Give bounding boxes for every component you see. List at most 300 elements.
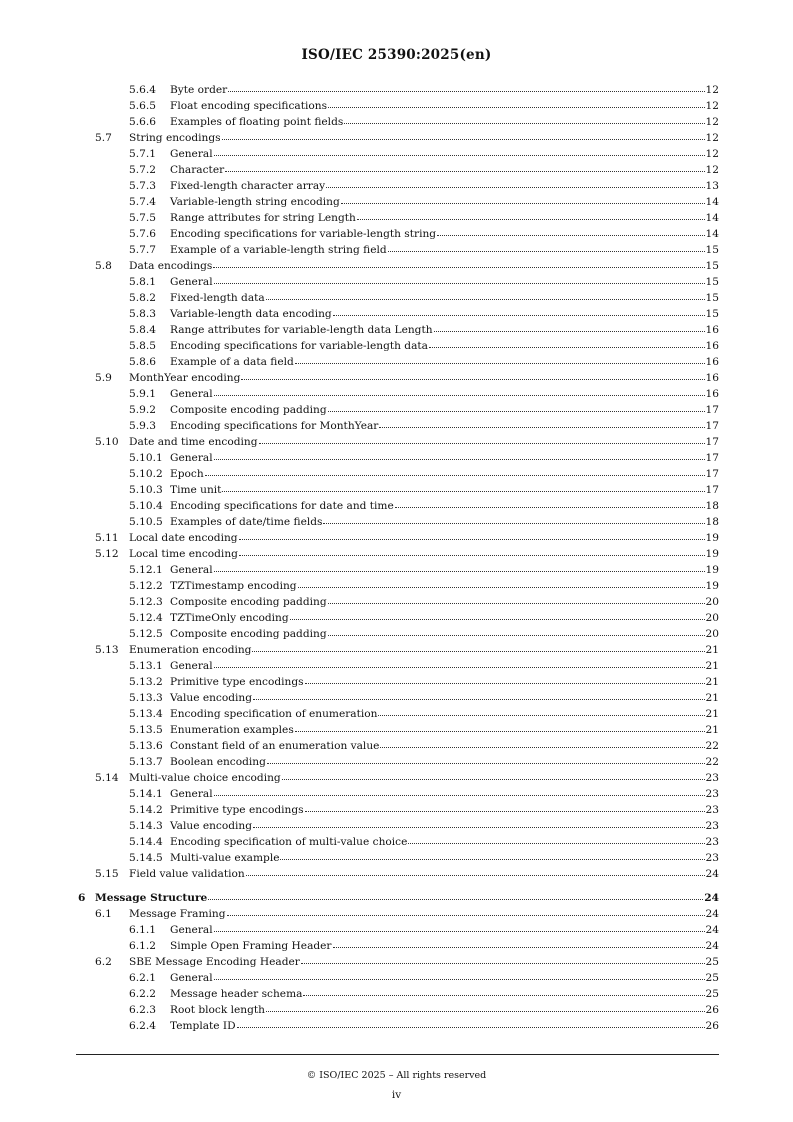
toc-entry-page: 16 xyxy=(705,372,719,384)
toc-entry[interactable] xyxy=(78,290,719,306)
toc-entry-number: 5.13.5 xyxy=(129,724,163,736)
toc-entry[interactable] xyxy=(78,530,719,546)
toc-entry-title: Value encoding xyxy=(170,820,253,832)
dot-leader xyxy=(303,992,704,996)
toc-entry-page: 15 xyxy=(705,292,719,304)
toc-entry[interactable] xyxy=(78,386,719,402)
toc-entry-page: 17 xyxy=(705,468,719,480)
toc-entry-title: Field value validation xyxy=(129,868,245,880)
dot-leader xyxy=(301,960,705,964)
toc-entry-number: 5.6.5 xyxy=(129,100,156,112)
toc-entry[interactable] xyxy=(78,754,719,770)
toc-entry-number: 5.14.5 xyxy=(129,852,163,864)
toc-entry-number: 6.2.2 xyxy=(129,988,156,1000)
toc-entry[interactable] xyxy=(78,338,719,354)
toc-entry-title: Composite encoding padding xyxy=(170,596,327,608)
dot-leader xyxy=(214,976,705,980)
dot-leader xyxy=(328,600,705,604)
toc-entry-number: 5.10.4 xyxy=(129,500,163,512)
toc-entry-page: 26 xyxy=(705,1020,719,1032)
toc-entry[interactable] xyxy=(78,722,719,738)
toc-entry-title: Date and time encoding xyxy=(129,436,258,448)
toc-entry-title: Examples of date/time fields xyxy=(170,516,323,528)
toc-entry-title: Variable-length string encoding xyxy=(170,196,340,208)
dot-leader xyxy=(323,520,704,524)
toc-entry-page: 25 xyxy=(705,956,719,968)
toc-entry[interactable] xyxy=(78,242,719,258)
toc-entry-title: Enumeration examples xyxy=(170,724,294,736)
toc-entry-number: 5.10 xyxy=(95,436,119,448)
toc-entry[interactable] xyxy=(78,738,719,754)
dot-leader xyxy=(246,872,705,876)
toc-entry-title: Value encoding xyxy=(170,692,253,704)
toc-entry[interactable] xyxy=(78,498,719,514)
toc-entry-page: 21 xyxy=(705,660,719,672)
toc-entry-title: MonthYear encoding xyxy=(129,372,241,384)
toc-entry-number: 5.13.7 xyxy=(129,756,163,768)
toc-entry-page: 16 xyxy=(705,388,719,400)
copyright-footer: © ISO/IEC 2025 – All rights reserved xyxy=(306,1070,487,1081)
toc-entry[interactable] xyxy=(78,834,719,850)
toc-entry-page: 13 xyxy=(705,180,719,192)
toc-entry[interactable] xyxy=(78,434,719,450)
toc-entry[interactable] xyxy=(78,938,719,954)
toc-entry-title: Byte order xyxy=(170,84,228,96)
toc-entry-number: 5.12.4 xyxy=(129,612,163,624)
dot-leader xyxy=(295,728,705,732)
dot-leader xyxy=(328,408,705,412)
toc-entry[interactable] xyxy=(78,578,719,594)
document-header: ISO/IEC 25390:2025(en) xyxy=(301,47,492,63)
toc-entry-title: Character xyxy=(170,164,225,176)
toc-entry-page: 21 xyxy=(705,708,719,720)
toc-entry-title: Primitive type encodings xyxy=(170,804,304,816)
toc-entry[interactable] xyxy=(78,306,719,322)
toc-entry[interactable] xyxy=(78,594,719,610)
toc-entry-page: 24 xyxy=(705,868,719,880)
toc-entry-title: Primitive type encodings xyxy=(170,676,304,688)
toc-entry-title: Data encodings xyxy=(129,260,213,272)
toc-entry-title: Local time encoding xyxy=(129,548,238,560)
dot-leader xyxy=(437,232,704,236)
toc-entry-number: 5.13.1 xyxy=(129,660,163,672)
toc-entry-number: 5.13.3 xyxy=(129,692,163,704)
dot-leader xyxy=(266,1008,705,1012)
toc-entry-page: 19 xyxy=(705,580,719,592)
toc-entry[interactable] xyxy=(78,210,719,226)
toc-entry[interactable] xyxy=(78,786,719,802)
toc-entry-page: 12 xyxy=(705,100,719,112)
dot-leader xyxy=(344,120,704,124)
toc-entry-number: 5.10.5 xyxy=(129,516,163,528)
toc-entry-title: General xyxy=(170,564,213,576)
toc-entry-page: 20 xyxy=(705,596,719,608)
toc-entry-title: General xyxy=(170,788,213,800)
toc-entry-number: 5.7.5 xyxy=(129,212,156,224)
toc-entry-number: 5.9.1 xyxy=(129,388,156,400)
dot-leader xyxy=(237,1024,705,1028)
toc-entry-number: 5.7.3 xyxy=(129,180,156,192)
toc-entry-page: 19 xyxy=(705,548,719,560)
toc-entry-page: 16 xyxy=(705,356,719,368)
dot-leader xyxy=(305,808,705,812)
toc-entry-title: Composite encoding padding xyxy=(170,404,327,416)
toc-entry-title: General xyxy=(170,660,213,672)
toc-entry-number: 5.9.3 xyxy=(129,420,156,432)
dot-leader xyxy=(205,472,705,476)
toc-entry-page: 21 xyxy=(705,724,719,736)
toc-entry-title: Multi-value choice encoding xyxy=(129,772,281,784)
dot-leader xyxy=(214,792,705,796)
toc-entry-number: 6.2.1 xyxy=(129,972,156,984)
dot-leader xyxy=(241,376,704,380)
dot-leader xyxy=(214,280,705,284)
dot-leader xyxy=(214,568,705,572)
toc-entry[interactable] xyxy=(78,954,719,970)
toc-entry-page: 16 xyxy=(705,340,719,352)
toc-entry-page: 18 xyxy=(705,500,719,512)
toc-entry[interactable] xyxy=(78,194,719,210)
toc-entry-title: Example of a data field xyxy=(170,356,294,368)
toc-entry-title: Simple Open Framing Header xyxy=(170,940,332,952)
toc-entry-page: 23 xyxy=(705,804,719,816)
toc-entry-number: 5.9 xyxy=(95,372,112,384)
dot-leader xyxy=(225,168,704,172)
toc-entry-page: 12 xyxy=(705,132,719,144)
toc-entry-page: 12 xyxy=(705,84,719,96)
toc-entry-number: 5.13.4 xyxy=(129,708,163,720)
toc-entry-number: 5.11 xyxy=(95,532,119,544)
toc-entry-page: 14 xyxy=(705,196,719,208)
dot-leader xyxy=(227,912,705,916)
toc-entry-title: Range attributes for variable-length data Length xyxy=(170,324,433,336)
dot-leader xyxy=(222,488,704,492)
toc-entry-title: Encoding specifications for date and time xyxy=(170,500,394,512)
toc-entry[interactable] xyxy=(78,514,719,530)
toc-entry-number: 5.7.4 xyxy=(129,196,156,208)
toc-entry-title: String encodings xyxy=(129,132,221,144)
toc-entry-title: Message header schema xyxy=(170,988,303,1000)
toc-entry-number: 5.14 xyxy=(95,772,119,784)
toc-entry-title: Encoding specification of multi-value choice xyxy=(170,836,408,848)
dot-leader xyxy=(380,744,704,748)
toc-entry-page: 25 xyxy=(705,988,719,1000)
toc-entry-number: 6.1 xyxy=(95,908,112,920)
toc-entry-number: 5.8.5 xyxy=(129,340,156,352)
toc-entry[interactable] xyxy=(78,546,719,562)
dot-leader xyxy=(213,264,704,268)
toc-entry-title: General xyxy=(170,452,213,464)
toc-entry-number: 5.6.4 xyxy=(129,84,156,96)
toc-entry-title: Variable-length data encoding xyxy=(170,308,332,320)
toc-entry-number: 5.8.2 xyxy=(129,292,156,304)
toc-entry-page: 23 xyxy=(705,788,719,800)
toc-entry-number: 5.10.2 xyxy=(129,468,163,480)
toc-entry-number: 5.12.3 xyxy=(129,596,163,608)
toc-entry-page: 23 xyxy=(705,836,719,848)
toc-entry[interactable] xyxy=(78,658,719,674)
dot-leader xyxy=(333,312,705,316)
toc-entry-number: 5.14.4 xyxy=(129,836,163,848)
toc-entry-page: 16 xyxy=(705,324,719,336)
toc-entry[interactable] xyxy=(78,146,719,162)
dot-leader xyxy=(305,680,705,684)
page-number: iv xyxy=(391,1089,402,1101)
toc-entry[interactable] xyxy=(78,482,719,498)
dot-leader xyxy=(326,184,704,188)
toc-entry[interactable] xyxy=(78,706,719,722)
dot-leader xyxy=(341,200,705,204)
dot-leader xyxy=(280,856,704,860)
toc-entry-number: 5.7.6 xyxy=(129,228,156,240)
toc-entry-title: TZTimeOnly encoding xyxy=(170,612,289,624)
toc-entry-number: 6 xyxy=(78,892,86,904)
toc-entry-page: 24 xyxy=(704,892,719,904)
toc-entry[interactable] xyxy=(78,402,719,418)
toc-entry-number: 5.7.2 xyxy=(129,164,156,176)
toc-entry[interactable] xyxy=(78,450,719,466)
toc-entry-title: Fixed-length character array xyxy=(170,180,326,192)
toc-entry-number: 5.6.6 xyxy=(129,116,156,128)
toc-entry[interactable] xyxy=(78,818,719,834)
toc-entry[interactable] xyxy=(78,626,719,642)
toc-entry-page: 15 xyxy=(705,308,719,320)
toc-entry[interactable] xyxy=(78,322,719,338)
toc-entry-page: 22 xyxy=(705,740,719,752)
toc-entry-number: 5.7.7 xyxy=(129,244,156,256)
toc-entry[interactable] xyxy=(78,466,719,482)
dot-leader xyxy=(379,424,704,428)
toc-entry[interactable] xyxy=(78,258,719,274)
toc-entry-title: Constant field of an enumeration value xyxy=(170,740,380,752)
dot-leader xyxy=(388,248,705,252)
dot-leader xyxy=(328,104,705,108)
toc-entry-title: General xyxy=(170,148,213,160)
toc-entry-title: General xyxy=(170,276,213,288)
toc-entry-page: 12 xyxy=(705,116,719,128)
toc-entry[interactable] xyxy=(78,802,719,818)
toc-entry-title: Encoding specification of enumeration xyxy=(170,708,378,720)
dot-leader xyxy=(408,840,704,844)
toc-entry-page: 12 xyxy=(705,164,719,176)
toc-entry[interactable] xyxy=(78,690,719,706)
toc-entry-page: 22 xyxy=(705,756,719,768)
toc-entry-page: 17 xyxy=(705,404,719,416)
toc-entry[interactable] xyxy=(78,642,719,658)
dot-leader xyxy=(228,88,704,92)
toc-entry-title: Message Framing xyxy=(129,908,226,920)
toc-entry-title: TZTimestamp encoding xyxy=(170,580,297,592)
toc-entry[interactable] xyxy=(78,1002,719,1018)
dot-leader xyxy=(434,328,705,332)
toc-entry[interactable] xyxy=(78,906,719,922)
toc-entry-title: Examples of floating point fields xyxy=(170,116,344,128)
toc-entry-page: 14 xyxy=(705,228,719,240)
toc-entry-number: 5.13.6 xyxy=(129,740,163,752)
toc-entry-page: 17 xyxy=(705,420,719,432)
toc-entry-title: General xyxy=(170,972,213,984)
toc-entry[interactable] xyxy=(78,274,719,290)
toc-entry[interactable] xyxy=(78,562,719,578)
toc-entry-number: 5.9.2 xyxy=(129,404,156,416)
dot-leader xyxy=(222,136,705,140)
toc-entry-title: Enumeration encoding xyxy=(129,644,252,656)
toc-entry-page: 19 xyxy=(705,532,719,544)
toc-entry[interactable] xyxy=(78,354,719,370)
dot-leader xyxy=(214,392,705,396)
dot-leader xyxy=(214,152,705,156)
toc-entry[interactable] xyxy=(78,130,719,146)
toc-entry-title: Float encoding specifications xyxy=(170,100,328,112)
toc-entry-title: Composite encoding padding xyxy=(170,628,327,640)
dot-leader xyxy=(290,616,705,620)
toc-entry[interactable] xyxy=(78,986,719,1002)
dot-leader xyxy=(208,896,703,900)
toc-entry-number: 6.1.2 xyxy=(129,940,156,952)
toc-entry-number: 5.12 xyxy=(95,548,119,560)
dot-leader xyxy=(295,360,705,364)
toc-entry-title: Encoding specifications for MonthYear xyxy=(170,420,379,432)
toc-entry-number: 6.1.1 xyxy=(129,924,156,936)
dot-leader xyxy=(253,696,704,700)
toc-entry[interactable] xyxy=(78,866,719,882)
toc-entry-title: Encoding specifications for variable-length string xyxy=(170,228,437,240)
toc-entry-page: 21 xyxy=(705,692,719,704)
toc-entry-title: Root block length xyxy=(170,1004,265,1016)
toc-entry-number: 5.10.3 xyxy=(129,484,163,496)
toc-entry-page: 12 xyxy=(705,148,719,160)
toc-entry[interactable] xyxy=(78,178,719,194)
toc-entry-page: 25 xyxy=(705,972,719,984)
toc-entry-number: 5.7 xyxy=(95,132,112,144)
dot-leader xyxy=(259,440,705,444)
dot-leader xyxy=(357,216,705,220)
toc-entry[interactable] xyxy=(78,890,719,906)
toc-entry-number: 5.14.2 xyxy=(129,804,163,816)
toc-entry[interactable] xyxy=(78,674,719,690)
toc-entry-page: 23 xyxy=(705,820,719,832)
toc-entry[interactable] xyxy=(78,114,719,130)
toc-entry-page: 21 xyxy=(705,676,719,688)
dot-leader xyxy=(328,632,705,636)
toc-entry[interactable] xyxy=(78,82,719,98)
toc-entry-page: 23 xyxy=(705,852,719,864)
dot-leader xyxy=(298,584,705,588)
toc-entry-page: 18 xyxy=(705,516,719,528)
toc-entry-page: 17 xyxy=(705,436,719,448)
toc-entry-number: 6.2.4 xyxy=(129,1020,156,1032)
toc-entry-title: General xyxy=(170,388,213,400)
toc-entry-page: 20 xyxy=(705,612,719,624)
toc-entry-number: 5.13.2 xyxy=(129,676,163,688)
toc-entry[interactable] xyxy=(78,162,719,178)
toc-entry[interactable] xyxy=(78,98,719,114)
toc-entry-number: 5.10.1 xyxy=(129,452,163,464)
toc-entry-number: 5.14.3 xyxy=(129,820,163,832)
dot-leader xyxy=(252,648,704,652)
toc-entry-number: 5.8.3 xyxy=(129,308,156,320)
toc-entry[interactable] xyxy=(78,370,719,386)
toc-entry-number: 5.12.2 xyxy=(129,580,163,592)
dot-leader xyxy=(429,344,705,348)
toc-entry-title: Encoding specifications for variable-length data xyxy=(170,340,428,352)
toc-entry[interactable] xyxy=(78,922,719,938)
toc-entry-page: 15 xyxy=(705,276,719,288)
dot-leader xyxy=(239,552,705,556)
toc-entry-number: 5.12.5 xyxy=(129,628,163,640)
toc-entry-title: Template ID xyxy=(170,1020,236,1032)
toc-entry-page: 14 xyxy=(705,212,719,224)
toc-entry-page: 17 xyxy=(705,484,719,496)
toc-entry-page: 21 xyxy=(705,644,719,656)
toc-entry-page: 19 xyxy=(705,564,719,576)
toc-entry-page: 24 xyxy=(705,924,719,936)
toc-entry-title: Fixed-length data xyxy=(170,292,265,304)
toc-entry-number: 5.8.1 xyxy=(129,276,156,288)
toc-entry-title: Epoch xyxy=(170,468,204,480)
footer-divider xyxy=(76,1054,719,1055)
toc-entry-page: 24 xyxy=(705,940,719,952)
toc-entry-title: Boolean encoding xyxy=(170,756,266,768)
dot-leader xyxy=(333,944,705,948)
toc-entry[interactable] xyxy=(78,970,719,986)
toc-entry-number: 5.8.4 xyxy=(129,324,156,336)
dot-leader xyxy=(266,296,705,300)
dot-leader xyxy=(282,776,705,780)
toc-entry-page: 20 xyxy=(705,628,719,640)
toc-entry-number: 6.2 xyxy=(95,956,112,968)
toc-entry-title: Multi-value example xyxy=(170,852,280,864)
toc-entry-number: 6.2.3 xyxy=(129,1004,156,1016)
toc-entry-page: 24 xyxy=(705,908,719,920)
toc-entry-page: 17 xyxy=(705,452,719,464)
dot-leader xyxy=(214,664,705,668)
dot-leader xyxy=(253,824,704,828)
toc-entry-number: 5.12.1 xyxy=(129,564,163,576)
toc-entry[interactable] xyxy=(78,610,719,626)
toc-entry-title: General xyxy=(170,924,213,936)
toc-entry-title: Message Structure xyxy=(95,892,208,904)
toc-entry-title: SBE Message Encoding Header xyxy=(129,956,300,968)
toc-entry-number: 5.8.6 xyxy=(129,356,156,368)
toc-entry-page: 26 xyxy=(705,1004,719,1016)
toc-entry[interactable] xyxy=(78,418,719,434)
toc-entry-page: 23 xyxy=(705,772,719,784)
toc-entry-title: Time unit xyxy=(170,484,222,496)
toc-entry-number: 5.8 xyxy=(95,260,112,272)
toc-entry-title: Example of a variable-length string field xyxy=(170,244,387,256)
dot-leader xyxy=(239,536,705,540)
toc-entry-number: 5.7.1 xyxy=(129,148,156,160)
toc-entry[interactable] xyxy=(78,850,719,866)
toc-entry[interactable] xyxy=(78,226,719,242)
toc-entry-page: 15 xyxy=(705,244,719,256)
dot-leader xyxy=(378,712,704,716)
dot-leader xyxy=(214,456,705,460)
toc-entry-page: 15 xyxy=(705,260,719,272)
table-of-contents xyxy=(78,82,719,1034)
toc-entry-number: 5.15 xyxy=(95,868,119,880)
dot-leader xyxy=(214,928,705,932)
toc-entry[interactable] xyxy=(78,770,719,786)
dot-leader xyxy=(267,760,705,764)
toc-entry-number: 5.14.1 xyxy=(129,788,163,800)
dot-leader xyxy=(395,504,705,508)
toc-entry-number: 5.13 xyxy=(95,644,119,656)
toc-entry-title: Range attributes for string Length xyxy=(170,212,356,224)
toc-entry[interactable] xyxy=(78,1018,719,1034)
toc-entry-title: Local date encoding xyxy=(129,532,238,544)
